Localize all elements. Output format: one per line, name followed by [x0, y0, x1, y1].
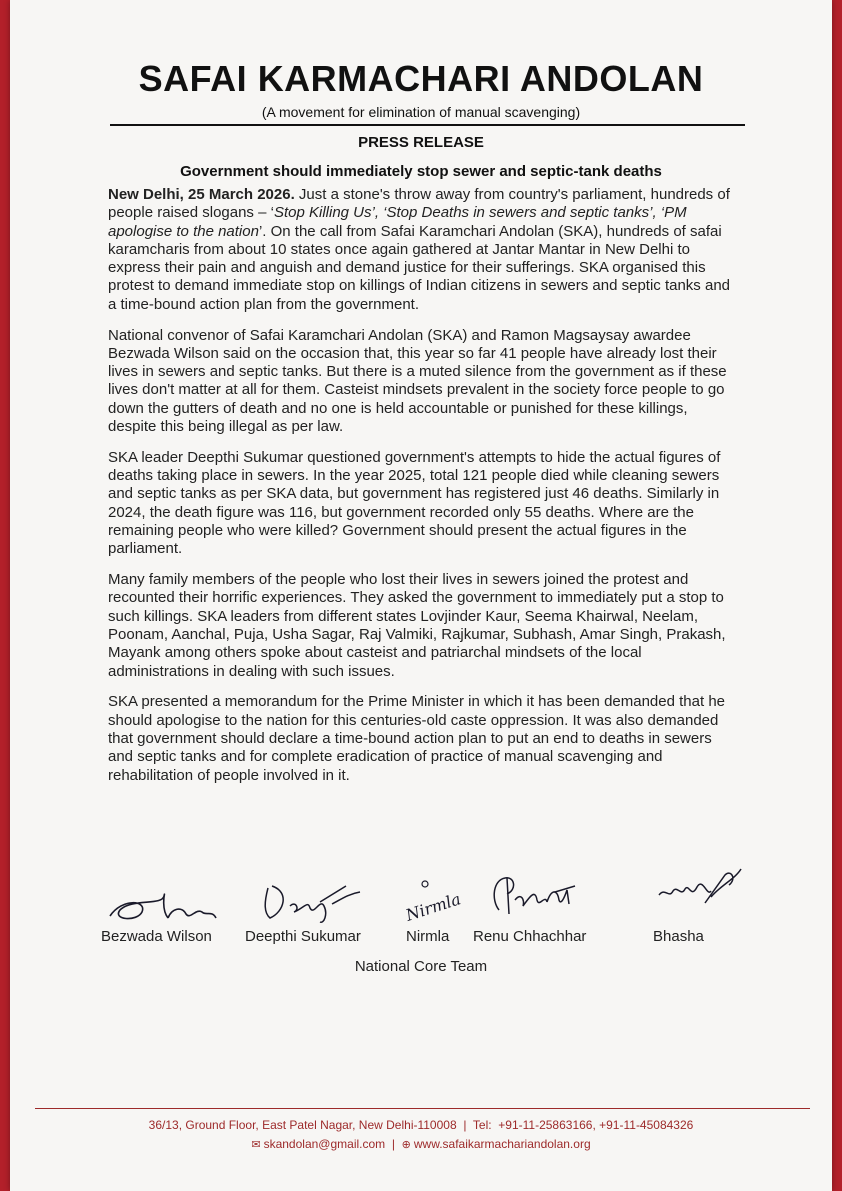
signature-bhasha	[645, 865, 785, 915]
footer-separator: |	[459, 1118, 470, 1132]
footer-email[interactable]: skandolan@gmail.com	[263, 1137, 386, 1151]
footer-separator: |	[388, 1137, 399, 1151]
signatory-name: Renu Chhachhar	[473, 928, 587, 945]
dateline: New Delhi, 25 March 2026.	[108, 186, 295, 203]
signatory-name: Bezwada Wilson	[101, 928, 212, 945]
organization-title: SAFAI KARMACHARI ANDOLAN	[138, 58, 704, 99]
signatory-name: Nirmla	[406, 928, 450, 945]
envelope-icon: ✉	[251, 1139, 261, 1151]
footer-contact	[0, 1118, 842, 1132]
press-release-headline: Government should immediately stop sewer and septic-tank deaths	[180, 163, 662, 180]
paragraph-1-text-b: ’. On the call from Safai Karamchari Andolan (SKA), hundreds of safai karamcharis from about 10 states once again gathered at Jantar Mantar in New Delhi to express their pain and anguish and demand justice for their sufferings. SKA organised this protest to demand immediate stop on killings of Indian citizens in sewers and septic tanks and a time-bound action plan from the government.	[108, 222, 731, 313]
footer-website[interactable]: www.safaikarmachariandolan.org	[413, 1137, 591, 1151]
signature-renu-chhachhar	[485, 870, 625, 920]
organization-subtitle: (A movement for elimination of manual scavenging)	[261, 104, 581, 120]
signature-nirmla-text: Nirmla	[403, 889, 464, 922]
signature-bezwada-wilson	[102, 878, 242, 928]
footer-tel-label: Tel:	[472, 1118, 492, 1132]
signature-nirmla	[395, 872, 485, 922]
footer-address: 36/13, Ground Floor, East Patel Nagar, New Delhi-110008	[148, 1118, 457, 1132]
paragraph-2: National convenor of Safai Karamchari Andolan (SKA) and Ramon Magsaysay awardee Bezwada Wilson said on the occasion that, this year so far 41 people have already lost their lives in sewers and septic tanks. But there is a muted silence from the government as if these lives don't matter at all for them. Casteist mindsets prevalent in the society force people to go down the gutters of death and no one is held accountable or punished for these killings, despite this being illegal as per law.	[108, 326, 727, 436]
globe-icon: ⊕	[401, 1139, 411, 1151]
paragraph-1-text-a: Just a stone's throw away from country's parliament, hundreds of people raised slogans – ‘	[108, 186, 730, 222]
signatory-name: Deepthi Sukumar	[245, 928, 361, 945]
signatory-name: Bhasha	[653, 928, 704, 945]
paragraph-4: Many family members of the people who lost their lives in sewers joined the protest and recounted their horrific experiences. They asked the government to immediately put a stop to such killings. SKA leaders from different states Lovjinder Kaur, Seema Khairwal, Neelam, Poonam, Aanchal, Puja, Usha Sagar, Raj Valmiki, Rajkumar, Subhash, Amar Singh, Prakash, Mayank among others spoke about casteist and patriarchal mindsets of the local administrations in dealing with such issues.	[108, 571, 726, 680]
press-release-body	[108, 186, 740, 797]
team-label: National Core Team	[354, 958, 488, 975]
header-divider	[110, 124, 745, 126]
slogans: Stop Killing Us’, ‘Stop Deaths in sewers and septic tanks’, ‘PM apologise to the nation	[108, 204, 687, 240]
footer-divider	[35, 1108, 810, 1109]
paragraph-5: SKA presented a memorandum for the Prime Minister in which it has been demanded that he should apologise to the nation for this centuries-old caste oppression. It was also demanded that government should declare a time-bound action plan to put an end to deaths in sewers and septic tanks and for complete eradication of practice of manual scavenging and rehabilitation of people involved in it.	[108, 693, 725, 784]
footer-online	[0, 1137, 842, 1151]
paragraph-3: SKA leader Deepthi Sukumar questioned government's attempts to hide the actual figures of deaths taking place in sewers. In the year 2025, total 121 people died while cleaning sewers and septic tanks as per SKA data, but government has registered just 46 deaths. Similarly in 2024, the death figure was 116, but government recorded only 55 deaths. Where are the remaining people who were killed? Government should present the actual figures in the parliament.	[108, 448, 721, 558]
press-release-label: PRESS RELEASE	[358, 134, 484, 151]
paragraph-1	[108, 186, 740, 314]
signature-deepthi-sukumar	[250, 878, 390, 928]
footer-tel: +91-11-25863166, +91-11-45084326	[498, 1118, 694, 1132]
